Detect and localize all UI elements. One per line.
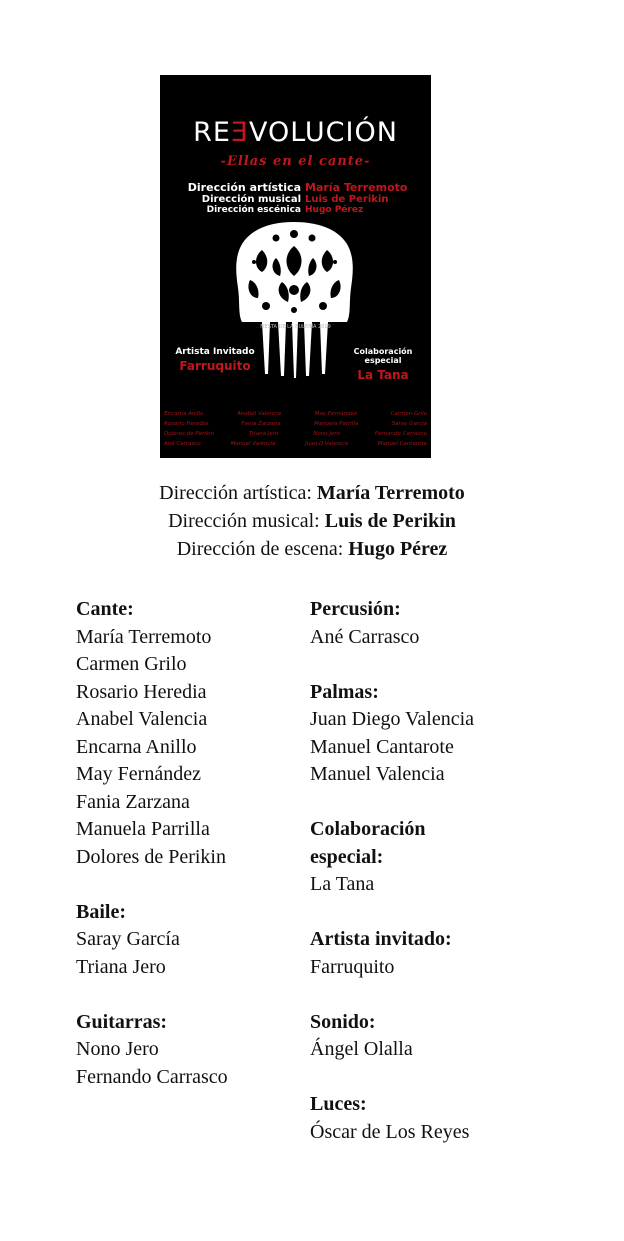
poster-name: Carmen Grilo [390, 411, 427, 417]
poster-title-reversed-e: Ǝ [230, 117, 249, 148]
poster-credit-value: María Terremoto [305, 181, 408, 194]
group-heading: Baile: [76, 900, 126, 923]
group-heading: Cante: [76, 598, 134, 620]
poster-name: Manuel Cantarote [377, 441, 427, 447]
direction-credits [0, 479, 624, 563]
poster-subtitle: -Ellas en el cante- [220, 154, 371, 169]
poster-names-row [164, 419, 427, 429]
group-item: Triana Jero [76, 955, 166, 978]
group-item: Juan Diego Valencia [310, 708, 475, 730]
poster-name: Fernando Carrasco [374, 431, 427, 437]
poster-name: Rosario Heredia [164, 421, 208, 427]
group-sonido [310, 1009, 530, 1064]
poster-credit-label: Dirección escénica [206, 205, 301, 215]
group-guitarras [76, 1009, 296, 1092]
group-luces [310, 1091, 530, 1146]
direction-value: María Terremoto [316, 482, 465, 504]
poster-artist-names [164, 409, 427, 449]
group-item: Óscar de Los Reyes [310, 1120, 470, 1143]
direction-label: Dirección artística: [159, 482, 312, 504]
group-artista-invitado [310, 926, 530, 981]
group-heading: Percusión: [310, 598, 401, 620]
group-heading: Sonido: [310, 1010, 376, 1033]
direction-label: Dirección musical: [168, 510, 320, 532]
poster-name: Saray García [391, 421, 427, 427]
group-item: Fania Zarzana [76, 790, 190, 813]
group-heading: Palmas: [310, 680, 379, 703]
poster-credit-row [160, 181, 431, 194]
poster-name: Fania Zarzana [241, 421, 281, 427]
poster-name: Ané Carrasco [164, 441, 201, 447]
event-poster [160, 75, 431, 458]
poster-name: Dolores de Perikin [164, 431, 215, 437]
direction-label: Dirección de escena: [176, 538, 344, 560]
poster-title-left: RE [193, 117, 231, 148]
group-heading: especial: [310, 845, 384, 868]
group-colaboracion-especial [310, 816, 530, 899]
group-item: Nono Jero [76, 1038, 159, 1060]
poster-guest-label: Artista Invitado [175, 347, 255, 357]
group-item: María Terremoto [76, 625, 212, 648]
poster-collab-value: La Tana [357, 368, 409, 382]
poster-collab-label: Colaboración especial [353, 347, 413, 365]
poster-credit-row [160, 205, 431, 216]
group-item: Manuel Valencia [310, 763, 445, 785]
group-item: Ané Carrasco [310, 625, 420, 648]
poster-name: Manuela Parrilla [313, 421, 359, 427]
poster-comb-caption: FIESTA DE LA BULERÍA 2019 [260, 324, 331, 330]
group-item: Rosario Heredia [76, 680, 207, 703]
poster-credit-value: Hugo Pérez [305, 205, 364, 215]
group-item: Saray García [76, 928, 180, 950]
poster-title-right: VOLUCIÓN [248, 117, 398, 148]
group-heading: Luces: [310, 1093, 367, 1115]
group-item: May Fernández [76, 763, 201, 785]
group-palmas [310, 679, 530, 789]
poster-name: Juan D Valencia [305, 441, 349, 447]
group-cante [76, 596, 296, 871]
direction-scene [0, 535, 624, 563]
group-heading: Artista invitado: [310, 928, 452, 950]
group-item: Encarna Anillo [76, 735, 197, 758]
direction-value: Luis de Perikin [324, 510, 456, 532]
poster-guest-value: Farruquito [179, 359, 251, 373]
poster-special-collaboration [338, 347, 428, 382]
poster-name: Nono Jero [313, 431, 340, 437]
poster-credits [160, 181, 431, 216]
group-heading: Guitarras: [76, 1010, 168, 1033]
group-item: Farruquito [310, 955, 395, 978]
poster-guest-artist [170, 347, 260, 373]
cast-left-column [76, 596, 296, 1119]
group-item: Carmen Grilo [76, 653, 187, 675]
group-item: Ángel Olalla [310, 1038, 413, 1060]
poster-names-row [164, 409, 427, 419]
poster-names-row [164, 429, 427, 439]
poster-name: Encarna Anillo [164, 411, 204, 417]
group-item: Dolores de Perikin [76, 845, 226, 868]
group-baile [76, 899, 296, 982]
cast-right-column [310, 596, 530, 1174]
poster-name: Triana Jero [248, 431, 279, 437]
group-heading: Colaboración [310, 818, 426, 840]
direction-artistic [0, 479, 624, 507]
poster-names-row [164, 439, 427, 449]
poster-credit-label: Dirección musical [201, 194, 301, 205]
poster-credit-label: Dirección artística [187, 181, 301, 194]
poster-name: Manuel Valencia [230, 441, 276, 447]
group-item: Manuel Cantarote [310, 735, 454, 758]
poster-name: May Fernández [314, 411, 357, 417]
poster-title [160, 117, 431, 148]
group-item: Manuela Parrilla [76, 818, 210, 840]
poster-credit-row [160, 194, 431, 205]
group-percusion [310, 596, 530, 651]
direction-musical [0, 507, 624, 535]
poster-name: Anabel Valencia [237, 411, 282, 417]
group-item: La Tana [310, 873, 375, 895]
group-item: Fernando Carrasco [76, 1065, 228, 1088]
direction-value: Hugo Pérez [348, 538, 448, 560]
group-item: Anabel Valencia [76, 708, 208, 730]
poster-credit-value: Luis de Perikin [305, 194, 389, 205]
